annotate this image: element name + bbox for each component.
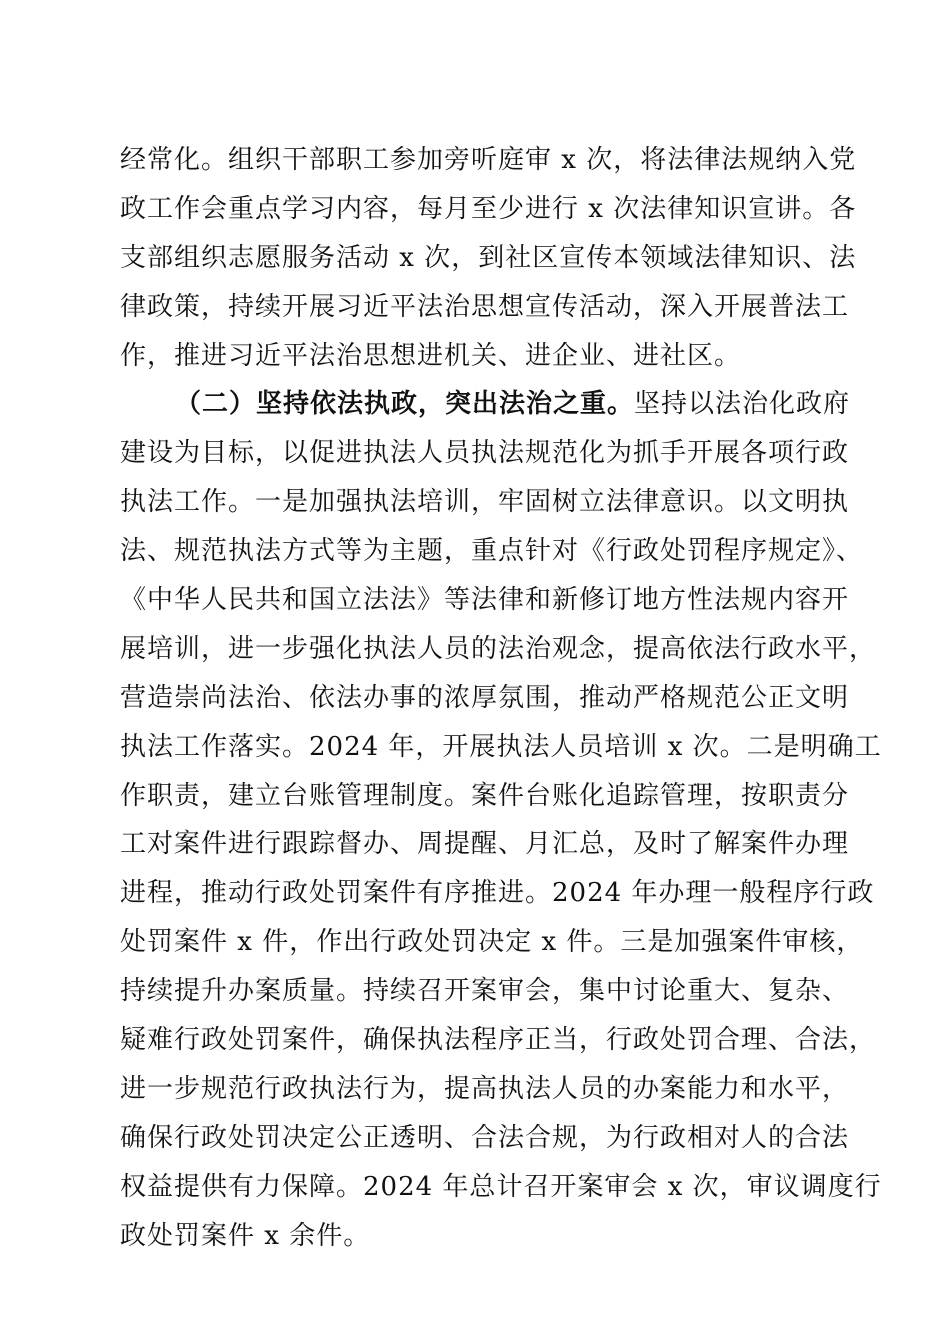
text-line: 营造崇尚法治、依法办事的浓厚氛围，推动严格规范公正文明 bbox=[120, 682, 850, 713]
text-line: 法、规范执法方式等为主题，重点针对《行政处罚程序规定》、 bbox=[120, 536, 864, 567]
text-line: 进程，推动行政处罚案件有序推进。2024 年办理一般程序行政 bbox=[120, 878, 875, 909]
text-line: 《中华人民共和国立法法》等法律和新修订地方性法规内容开 bbox=[120, 585, 850, 616]
text-line: 工对案件进行跟踪督办、周提醒、月汇总，及时了解案件办理 bbox=[120, 829, 850, 860]
text-line: 经常化。组织干部职工参加旁听庭审 x 次，将法律法规纳入党 bbox=[120, 145, 857, 175]
section-heading: （二）坚持依法执政，突出法治之重。 bbox=[175, 389, 635, 420]
text-line: 权益提供有力保障。2024 年总计召开案审会 x 次，审议调度行 bbox=[120, 1171, 882, 1202]
text-span: 坚持以法治化政府 bbox=[634, 389, 851, 420]
text-line: 处罚案件 x 件，作出行政处罚决定 x 件。三是加强案件审核， bbox=[120, 927, 864, 958]
text-line: 建设为目标，以促进执法人员执法规范化为抓手开展各项行政 bbox=[120, 438, 850, 469]
text-line: 确保行政处罚决定公正透明、合法合规，为行政相对人的合法 bbox=[120, 1122, 850, 1153]
paragraph-2 bbox=[120, 380, 882, 1260]
text-line: 疑难行政处罚案件，确保执法程序正当，行政处罚合理、合法， bbox=[120, 1025, 877, 1056]
text-line: 作，推进习近平法治思想进机关、进企业、进社区。 bbox=[120, 340, 742, 371]
paragraph-1 bbox=[120, 136, 857, 380]
text-line: 执法工作。一是加强执法培训，牢固树立法律意识。以文明执 bbox=[120, 487, 850, 518]
text-line: 支部组织志愿服务活动 x 次，到社区宣传本领域法律知识、法 bbox=[120, 242, 857, 273]
text-line: 执法工作落实。2024 年，开展执法人员培训 x 次。二是明确工 bbox=[120, 731, 882, 762]
text-line: 律政策，持续开展习近平法治思想宣传活动，深入开展普法工 bbox=[120, 291, 850, 322]
text-line: 政工作会重点学习内容，每月至少进行 x 次法律知识宣讲。各 bbox=[120, 193, 857, 224]
text-line: 进一步规范行政执法行为，提高执法人员的办案能力和水平， bbox=[120, 1073, 850, 1104]
document-body bbox=[120, 136, 882, 1260]
text-line: 持续提升办案质量。持续召开案审会，集中讨论重大、复杂、 bbox=[120, 976, 850, 1007]
paragraph-first-line bbox=[120, 380, 851, 429]
text-line: 作职责，建立台账管理制度。案件台账化追踪管理，按职责分 bbox=[120, 780, 850, 811]
text-line: 政处罚案件 x 余件。 bbox=[120, 1220, 371, 1251]
text-line: 展培训，进一步强化执法人员的法治观念，提高依法行政水平， bbox=[120, 633, 877, 664]
